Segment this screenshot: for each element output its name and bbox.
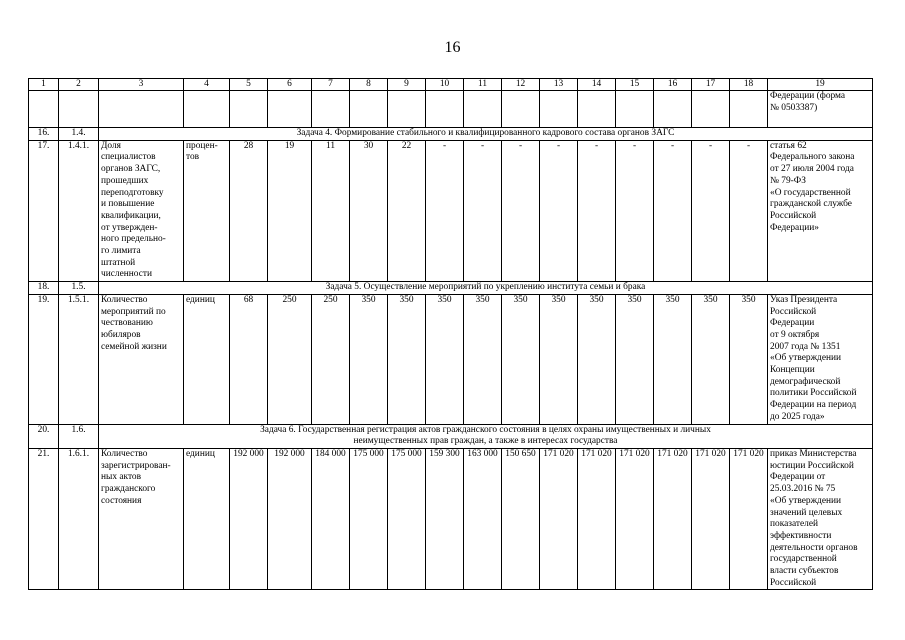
indicator-value: 350 <box>350 294 388 424</box>
indicator-value: 350 <box>730 294 768 424</box>
indicators-table <box>28 78 873 590</box>
indicator-value: 350 <box>578 294 616 424</box>
indicator-value: 175 000 <box>388 448 426 589</box>
task-row <box>29 424 873 448</box>
indicator-value: 150 650 <box>502 448 540 589</box>
column-number: 10 <box>426 79 464 91</box>
column-number: 4 <box>184 79 230 91</box>
indicator-value: 171 020 <box>540 448 578 589</box>
unit-of-measure: процен- тов <box>184 140 230 281</box>
table-row <box>29 140 873 281</box>
column-number: 12 <box>502 79 540 91</box>
indicator-value: 350 <box>540 294 578 424</box>
indicator-value: 192 000 <box>268 448 312 589</box>
column-number: 13 <box>540 79 578 91</box>
column-number: 17 <box>692 79 730 91</box>
task-title: Задача 4. Формирование стабильного и квалифицированного кадрового состава органов ЗАГС <box>99 128 873 141</box>
indicator-value: - <box>464 140 502 281</box>
unit-of-measure: единиц <box>184 448 230 589</box>
indicator-value: 159 300 <box>426 448 464 589</box>
indicator-value: 250 <box>268 294 312 424</box>
table-row <box>29 448 873 589</box>
indicator-value: 171 020 <box>578 448 616 589</box>
indicator-value: - <box>616 140 654 281</box>
column-number: 15 <box>616 79 654 91</box>
column-number: 1 <box>29 79 59 91</box>
indicator-value: - <box>426 140 464 281</box>
indicator-value: 350 <box>654 294 692 424</box>
table-row <box>29 91 873 128</box>
basis-cell: Федерации (форма № 0503387) <box>768 91 873 128</box>
indicator-name: Доля специалистов органов ЗАГС, прошедших переподготовку и повышение квалификации, от утвержден- ного предельно- го лимита штатной численности <box>99 140 184 281</box>
indicator-value: - <box>540 140 578 281</box>
item-code: 1.4. <box>59 128 99 141</box>
column-number: 6 <box>268 79 312 91</box>
indicator-value: 184 000 <box>312 448 350 589</box>
indicator-value: 171 020 <box>616 448 654 589</box>
column-number: 14 <box>578 79 616 91</box>
row-number: 20. <box>29 424 59 448</box>
column-number: 19 <box>768 79 873 91</box>
row-number: 21. <box>29 448 59 589</box>
item-code: 1.5.1. <box>59 294 99 424</box>
indicator-value: 175 000 <box>350 448 388 589</box>
column-number: 18 <box>730 79 768 91</box>
indicator-value: 192 000 <box>230 448 268 589</box>
indicator-value: 171 020 <box>654 448 692 589</box>
indicator-value: 350 <box>692 294 730 424</box>
task-title: Задача 6. Государственная регистрация актов гражданского состояния в целях охраны имущественных и личных неимущественных прав граждан, а также в интересах государства <box>99 424 873 448</box>
row-number: 19. <box>29 294 59 424</box>
column-number: 3 <box>99 79 184 91</box>
indicator-value: 171 020 <box>692 448 730 589</box>
indicator-value: - <box>578 140 616 281</box>
item-code: 1.6.1. <box>59 448 99 589</box>
indicator-value: 350 <box>388 294 426 424</box>
basis-cell: приказ Министерства юстиции Российской Федерации от 25.03.2016 № 75 «Об утверждении значений целевых показателей эффективности деятельности органов государственной власти субъектов Российской <box>768 448 873 589</box>
indicator-value: 350 <box>464 294 502 424</box>
column-number: 5 <box>230 79 268 91</box>
indicator-value: 30 <box>350 140 388 281</box>
indicator-value: 350 <box>616 294 654 424</box>
column-number: 2 <box>59 79 99 91</box>
indicator-value: 11 <box>312 140 350 281</box>
row-number: 18. <box>29 282 59 295</box>
indicator-value: 28 <box>230 140 268 281</box>
page-number: 16 <box>444 39 461 56</box>
row-number: 17. <box>29 140 59 281</box>
indicator-value: - <box>692 140 730 281</box>
task-row <box>29 128 873 141</box>
column-number: 9 <box>388 79 426 91</box>
indicator-name: Количество зарегистрирован- ных актов гражданского состояния <box>99 448 184 589</box>
column-number-row <box>29 79 873 91</box>
indicator-name: Количество мероприятий по чествованию юбиляров семейной жизни <box>99 294 184 424</box>
unit-of-measure: единиц <box>184 294 230 424</box>
indicator-value: - <box>730 140 768 281</box>
indicator-value: 350 <box>502 294 540 424</box>
indicator-value: 19 <box>268 140 312 281</box>
indicator-value: 250 <box>312 294 350 424</box>
column-number: 16 <box>654 79 692 91</box>
column-number: 7 <box>312 79 350 91</box>
indicator-value: 68 <box>230 294 268 424</box>
indicator-value: 350 <box>426 294 464 424</box>
task-row <box>29 282 873 295</box>
task-title: Задача 5. Осуществление мероприятий по укреплению института семьи и брака <box>99 282 873 295</box>
item-code: 1.4.1. <box>59 140 99 281</box>
basis-cell: статья 62 Федерального закона от 27 июля 2004 года № 79-ФЗ «О государственной гражданской службе Российской Федерации» <box>768 140 873 281</box>
indicator-value: - <box>502 140 540 281</box>
indicator-value: 163 000 <box>464 448 502 589</box>
item-code: 1.5. <box>59 282 99 295</box>
indicator-value: - <box>654 140 692 281</box>
table-row <box>29 294 873 424</box>
indicator-value: 22 <box>388 140 426 281</box>
item-code: 1.6. <box>59 424 99 448</box>
indicator-value: 171 020 <box>730 448 768 589</box>
column-number: 8 <box>350 79 388 91</box>
column-number: 11 <box>464 79 502 91</box>
basis-cell: Указ Президента Российской Федерации от 9 октября 2007 года № 1351 «Об утверждении Концепции демографической политики Российской Федерации на период до 2025 года» <box>768 294 873 424</box>
row-number: 16. <box>29 128 59 141</box>
